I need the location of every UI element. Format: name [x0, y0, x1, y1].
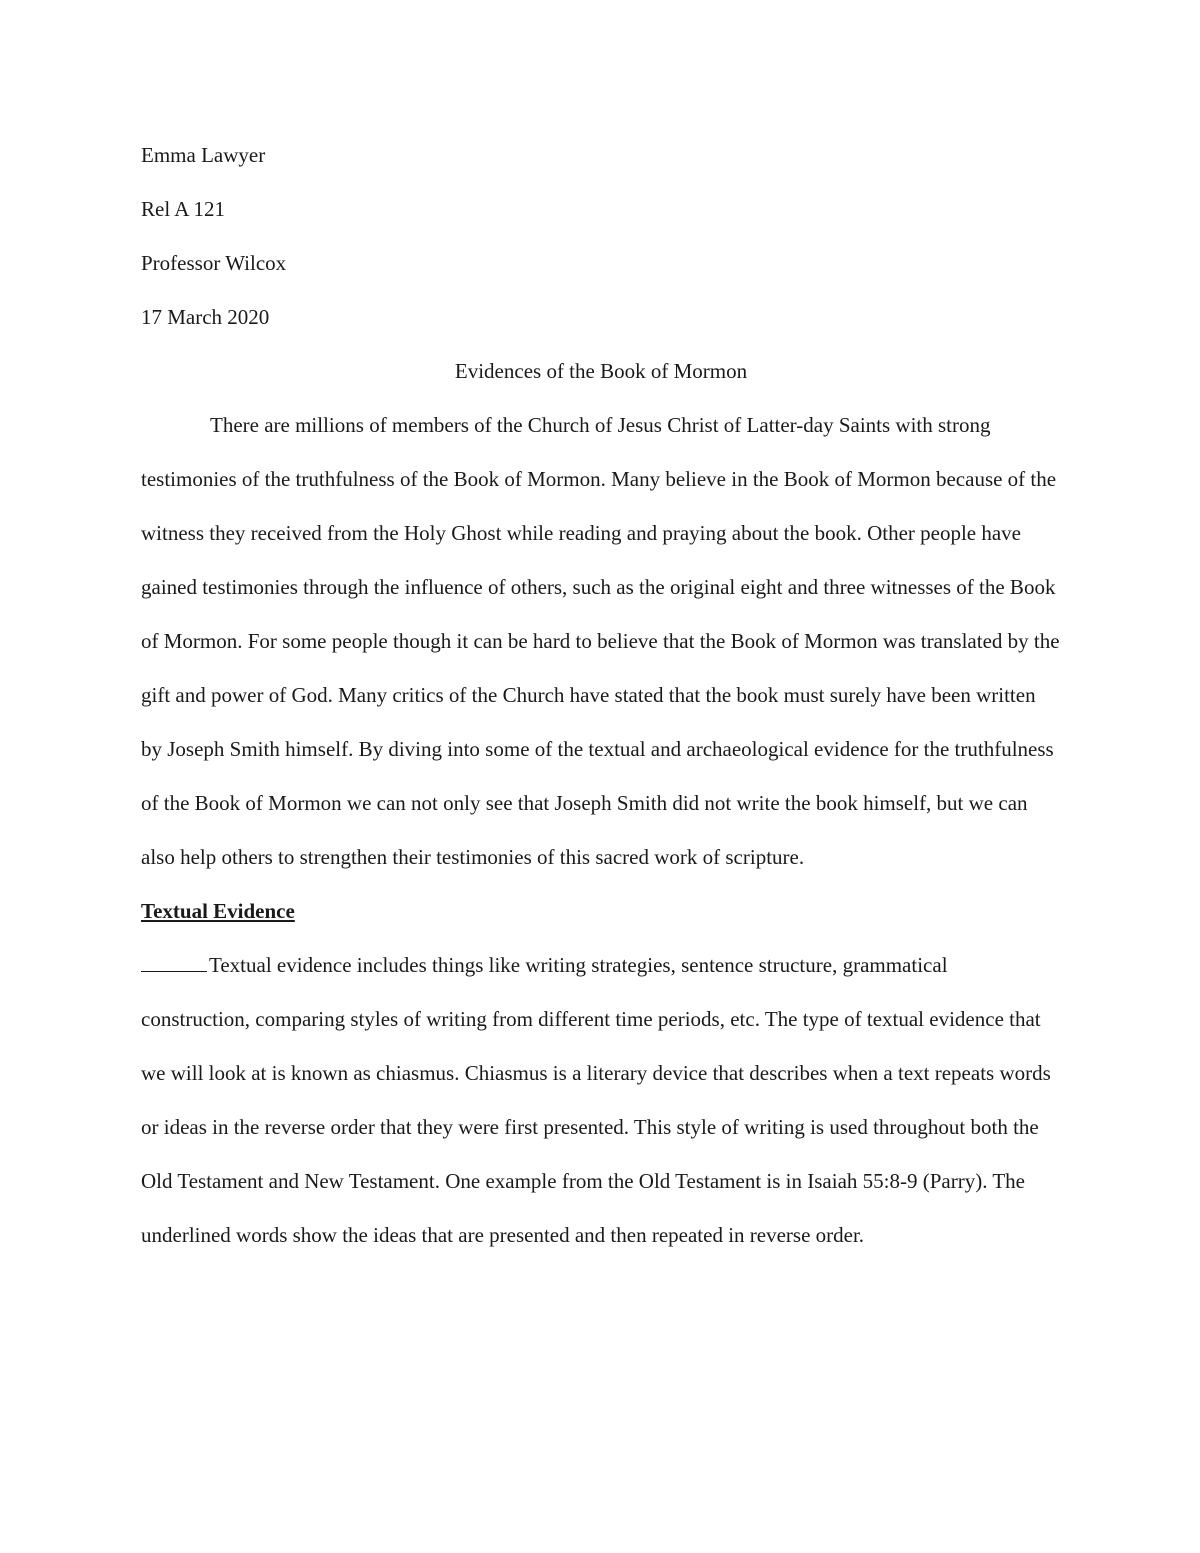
intro-paragraph: There are millions of members of the Church of Jesus Christ of Latter-day Saints with strong testimonies of the truthfulness of the Book of Mormon. Many believe in the Book of Mormon because of the witness they received from the Holy Ghost while reading and praying about the book. Other people have gained testimonies through the influence of others, such as the original eight and three witnesses of the Book of Mormon. For some people though it can be hard to believe that the Book of Mormon was translated by the gift and power of God. Many critics of the Church have stated that the book must surely have been written by Joseph Smith himself. By diving into some of the textual and archaeological evidence for the truthfulness of the Book of Mormon we can not only see that Joseph Smith did not write the book himself, but we can also help others to strengthen their testimonies of this sacred work of scripture.: [141, 413, 1060, 869]
document-body: [141, 128, 1061, 1262]
author-name: Emma Lawyer: [141, 143, 266, 167]
course-name: Rel A 121: [141, 197, 226, 221]
professor-name: Professor Wilcox: [141, 251, 287, 275]
section-heading-textual-evidence: Textual Evidence: [141, 899, 295, 923]
underscore-lead: [141, 949, 207, 972]
document-title: Evidences of the Book of Mormon: [454, 359, 748, 383]
document-date: 17 March 2020: [141, 305, 270, 329]
textual-evidence-paragraph: [141, 938, 1061, 1262]
textual-evidence-text: Textual evidence includes things like writing strategies, sentence structure, grammatical construction, comparing styles of writing from different time periods, etc. The type of textual evidence that we will look at is known as chiasmus. Chiasmus is a literary device that describes when a text repeats words or ideas in the reverse order that they were first presented. This style of writing is used throughout both the Old Testament and New Testament. One example from the Old Testament is in Isaiah 55:8-9 (Parry). The underlined words show the ideas that are presented and then repeated in reverse order.: [141, 953, 1051, 1247]
